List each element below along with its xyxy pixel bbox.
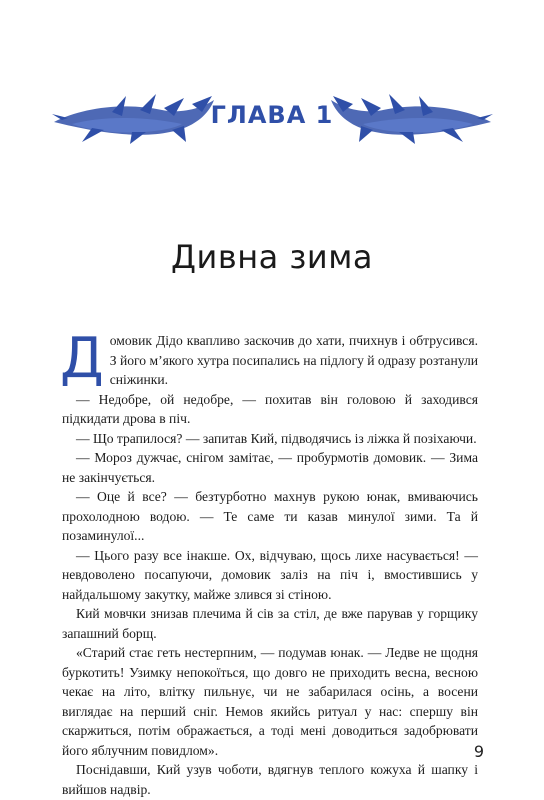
paragraph: — Мороз дужчає, снігом замітає, — пробурмотів домовик. — Зима не закінчується.	[62, 450, 478, 485]
paragraph: — Що трапилося? — запитав Кий, підводячись із ліжка й позіхаючи.	[76, 430, 477, 446]
paragraph: — Недобре, ой недобре, — похитав він головою й заходився підкидати дрова в піч.	[62, 391, 478, 426]
right-ornament-icon	[328, 94, 493, 144]
paragraph: Кий мовчки знизав плечима й сів за стіл, де вже парував у горщику запашний борщ.	[62, 606, 478, 641]
body-text	[60, 326, 479, 799]
chapter-label: ГЛАВА 1	[210, 101, 334, 129]
paragraph: — Оце й все? — безтурботно махнув рукою юнак, вмиваючись прохолодною водою. — Те саме ти казав минулої зими. Та й позаминулої...	[62, 489, 478, 543]
chapter-title: Дивна зима	[171, 238, 373, 276]
paragraph-text: омовик Дідо квапливо заскочив до хати, пчихнув і обтрусився. З його м’якого хутра посипались на підлогу й одразу розтанули сніжинки.	[109, 333, 479, 387]
drop-cap: Д	[60, 326, 104, 391]
page-number: 9	[473, 742, 484, 761]
paragraph: — Цього разу все інакше. Ох, відчуваю, щось лихе насувається! — невдоволено посапуючи, домовик заліз на піч і, вмостившись у найдальшому закутку, майже злився зі стіною.	[62, 547, 478, 602]
paragraph: «Старий стає геть нестерпним, — подумав юнак. — Ледве не щодня буркотить! Узимку непокоїться, що довго не приходить весна, весною чекає на літо, влітку пильнує, чи не забарилася осінь, а восени виглядає на перший сніг. Немов якийсь ритуал у нас: спершу він скаржиться, потім ображається, а тоді мені доводиться задобрювати його яблучним повидлом».	[62, 645, 478, 758]
paragraph: Поснідавши, Кий узув чоботи, вдягнув теплого кожуха й шапку і вийшов надвір.	[62, 762, 478, 797]
paragraph	[60, 326, 479, 391]
chapter-header	[0, 88, 544, 148]
left-ornament-icon	[52, 94, 217, 144]
